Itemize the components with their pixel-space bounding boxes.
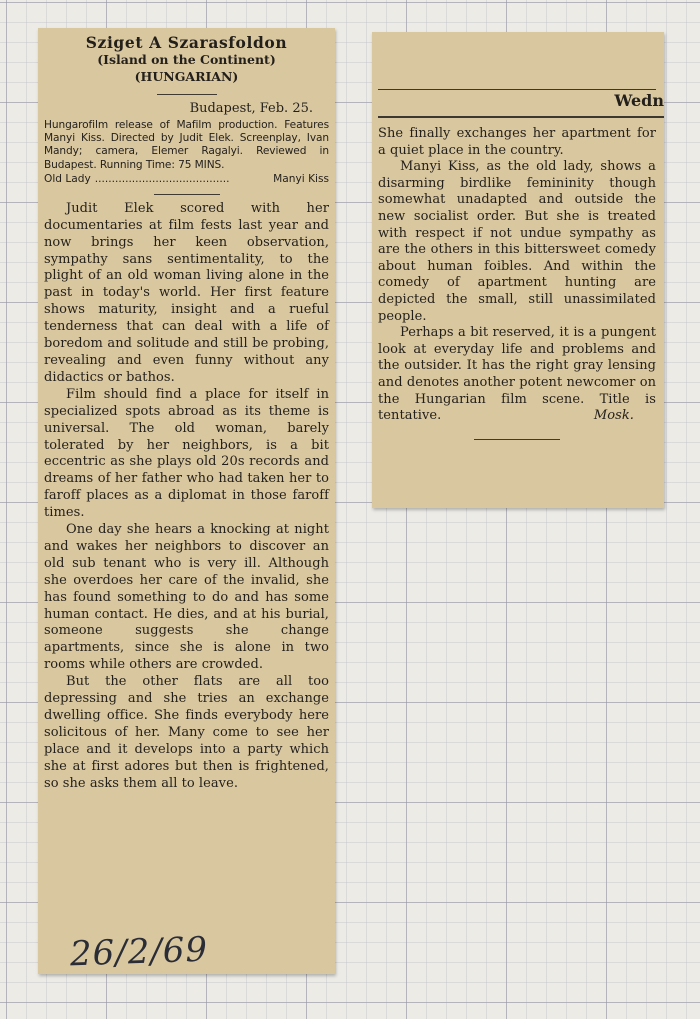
masthead-rule bbox=[378, 116, 664, 118]
headline: Sziget A Szarasfoldon bbox=[85, 33, 288, 52]
left-newspaper-clipping bbox=[38, 28, 335, 974]
title-divider bbox=[157, 94, 217, 95]
paragraph: Judit Elek scored with her documentaries at film fests last year and now brings her keen observation, sympathy sans sentimentality, to the plight of an old woman living alone in the past in today's world. Her first feature shows maturity, insight and a rueful tenderness that can deal with a life of boredom and solitude and still be probing, revealing and even funny without any didactics or bathos. bbox=[44, 200, 329, 385]
review-body-right bbox=[378, 126, 656, 425]
handwritten-date: 26/2/69 bbox=[69, 929, 209, 975]
paragraph-text: Perhaps a bit reserved, it is a pungent look at everyday life and problems and the outsider. It has the right gray lensing and denotes another potent newcomer on the Hungarian film scene. Title is tentative. bbox=[378, 325, 656, 424]
paragraph: She finally exchanges her apartment for a quiet place in the country. bbox=[378, 126, 656, 158]
cast-role: Old Lady bbox=[44, 172, 91, 185]
paragraph: Manyi Kiss, as the old lady, shows a disarming birdlike femininity though somewhat unadapted and outside the new socialist order. But she is treated with respect if not undue sympathy as are the others in this bittersweet comedy about human foibles. And within the comedy of apartment hunting are depicted the small, still unassimilated people. bbox=[378, 159, 656, 324]
paragraph: Film should find a place for itself in specialized spots abroad as its theme is universal. The old woman, barely tolerated by her neighbors, is a bit eccentric as she plays old 20s records and dreams of her father who had taken her to faroff places as a diplomat in those faroff times. bbox=[44, 386, 329, 521]
end-rule bbox=[474, 439, 560, 440]
cast-leader-dots: ........................................ bbox=[94, 172, 230, 185]
masthead-fragment: Wedn bbox=[614, 92, 664, 110]
dateline: Budapest, Feb. 25. bbox=[189, 101, 313, 116]
paragraph: But the other flats are all too depressing and she tries an exchange dwelling office. She finds everybody here solicitous of her. Many come to see her place and it develops into a party which she at first adores but then is frightened, so she asks them all to leave. bbox=[44, 674, 329, 791]
top-rule bbox=[378, 89, 656, 90]
cast-actor: Manyi Kiss bbox=[273, 172, 329, 185]
paragraph: One day she hears a knocking at night and wakes her neighbors to discover an old sub tenant who is very ill. Although she overdoes her care of the invalid, she has found something to do and has some human contact. He dies, and at his burial, someone suggests she change apartments, since she is alone in two rooms while others are crowded. bbox=[44, 522, 329, 673]
english-title: (Island on the Continent) bbox=[97, 52, 276, 67]
review-body-left bbox=[44, 201, 329, 793]
right-newspaper-clipping bbox=[372, 32, 664, 508]
body-divider bbox=[154, 194, 220, 195]
paragraph bbox=[378, 325, 656, 425]
credits-block: Hungarofilm release of Mafilm production. Features Manyi Kiss. Directed by Judit Elek. Screenplay, Ivan Mandy; camera, Elemer Ragalyi. Reviewed in Budapest. Running Time: 75 MINS. bbox=[44, 119, 329, 171]
author-signature: Mosk. bbox=[593, 408, 634, 424]
cast-line bbox=[44, 172, 329, 186]
language-label: (HUNGARIAN) bbox=[134, 69, 239, 84]
